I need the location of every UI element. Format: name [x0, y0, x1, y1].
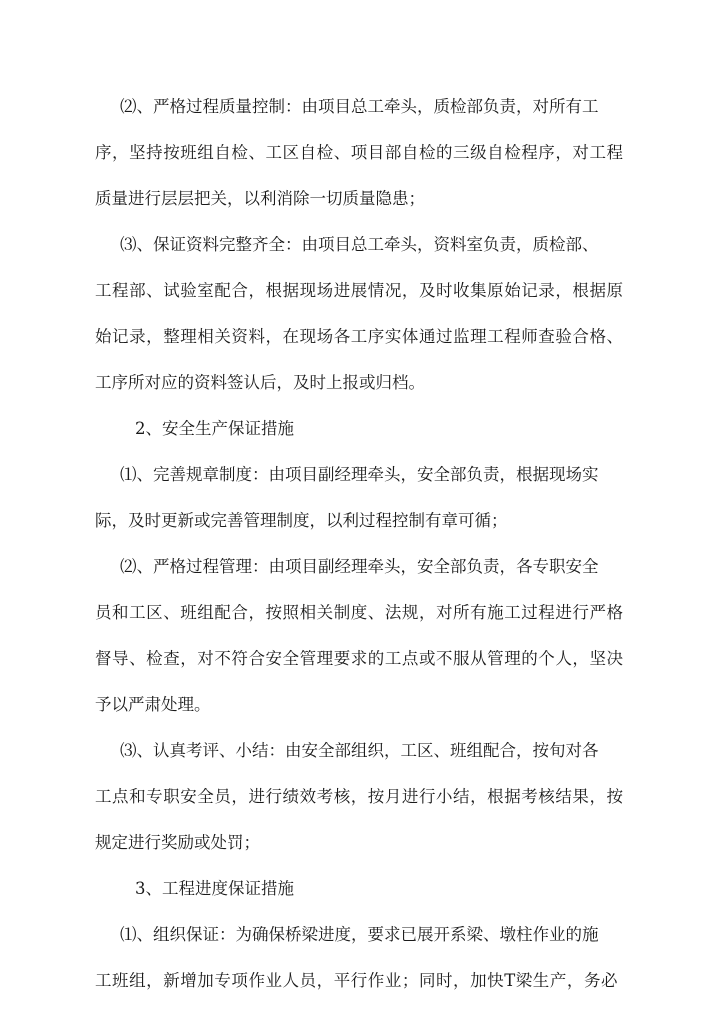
text-line: 始记录，整理相关资料，在现场各工序实体通过监理工程师查验合格、 — [95, 327, 624, 346]
text-line: 督导、检查，对不符合安全管理要求的工点或不服从管理的个人，坚决 — [95, 649, 624, 668]
paragraph-documentation-line-1 — [0, 230, 720, 260]
text-line: ⑶、认真考评、小结：由安全部组织，工区、班组配合，按旬对各 — [120, 741, 599, 760]
section-heading-progress — [0, 874, 720, 904]
text-line: 质量进行层层把关，以利消除一切质量隐患； — [95, 189, 425, 208]
text-line: 序，坚持按班组自检、工区自检、项目部自检的三级自检程序，对工程 — [95, 143, 624, 162]
paragraph-quality-control-line-1 — [0, 92, 720, 122]
text-line: 工序所对应的资料签认后，及时上报或归档。 — [95, 373, 425, 392]
section-heading-safety — [0, 414, 720, 444]
text-line: 工点和专职安全员，进行绩效考核，按月进行小结，根据考核结果，按 — [95, 787, 624, 806]
text-line: 工程部、试验室配合，根据现场进展情况，及时收集原始记录，根据原 — [95, 281, 624, 300]
text-line: ⑴、组织保证：为确保桥梁进度，要求已展开系梁、墩柱作业的施 — [120, 925, 599, 944]
paragraph-documentation-line-4 — [0, 368, 720, 398]
paragraph-rules-line-1 — [0, 460, 720, 490]
paragraph-rules-line-2 — [0, 506, 720, 536]
paragraph-organization-line-2 — [0, 966, 720, 996]
paragraph-management-line-3 — [0, 644, 720, 674]
text-line: 际，及时更新或完善管理制度，以利过程控制有章可循； — [95, 511, 508, 530]
paragraph-organization-line-1 — [0, 920, 720, 950]
paragraph-quality-control-line-2 — [0, 138, 720, 168]
paragraph-evaluation-line-1 — [0, 736, 720, 766]
text-line: ⑵、严格过程管理：由项目副经理牵头，安全部负责，各专职安全 — [120, 557, 599, 576]
paragraph-management-line-4 — [0, 690, 720, 720]
paragraph-evaluation-line-3 — [0, 828, 720, 858]
paragraph-documentation-line-3 — [0, 322, 720, 352]
text-line: 规定进行奖励或处罚； — [95, 833, 260, 852]
paragraph-documentation-line-2 — [0, 276, 720, 306]
text-line: ⑴、完善规章制度：由项目副经理牵头，安全部负责，根据现场实 — [120, 465, 599, 484]
paragraph-evaluation-line-2 — [0, 782, 720, 812]
text-line: 工班组，新增加专项作业人员，平行作业；同时，加快T梁生产，务必 — [95, 971, 619, 990]
text-line: 予以严肃处理。 — [95, 695, 211, 714]
heading-text: 3、工程进度保证措施 — [135, 879, 294, 898]
heading-text: 2、安全生产保证措施 — [135, 419, 294, 438]
text-line: ⑶、保证资料完整齐全：由项目总工牵头，资料室负责，质检部、 — [120, 235, 599, 254]
paragraph-management-line-2 — [0, 598, 720, 628]
paragraph-quality-control-line-3 — [0, 184, 720, 214]
text-line: 员和工区、班组配合，按照相关制度、法规，对所有施工过程进行严格 — [95, 603, 624, 622]
paragraph-management-line-1 — [0, 552, 720, 582]
text-line: ⑵、严格过程质量控制：由项目总工牵头，质检部负责，对所有工 — [120, 97, 599, 116]
